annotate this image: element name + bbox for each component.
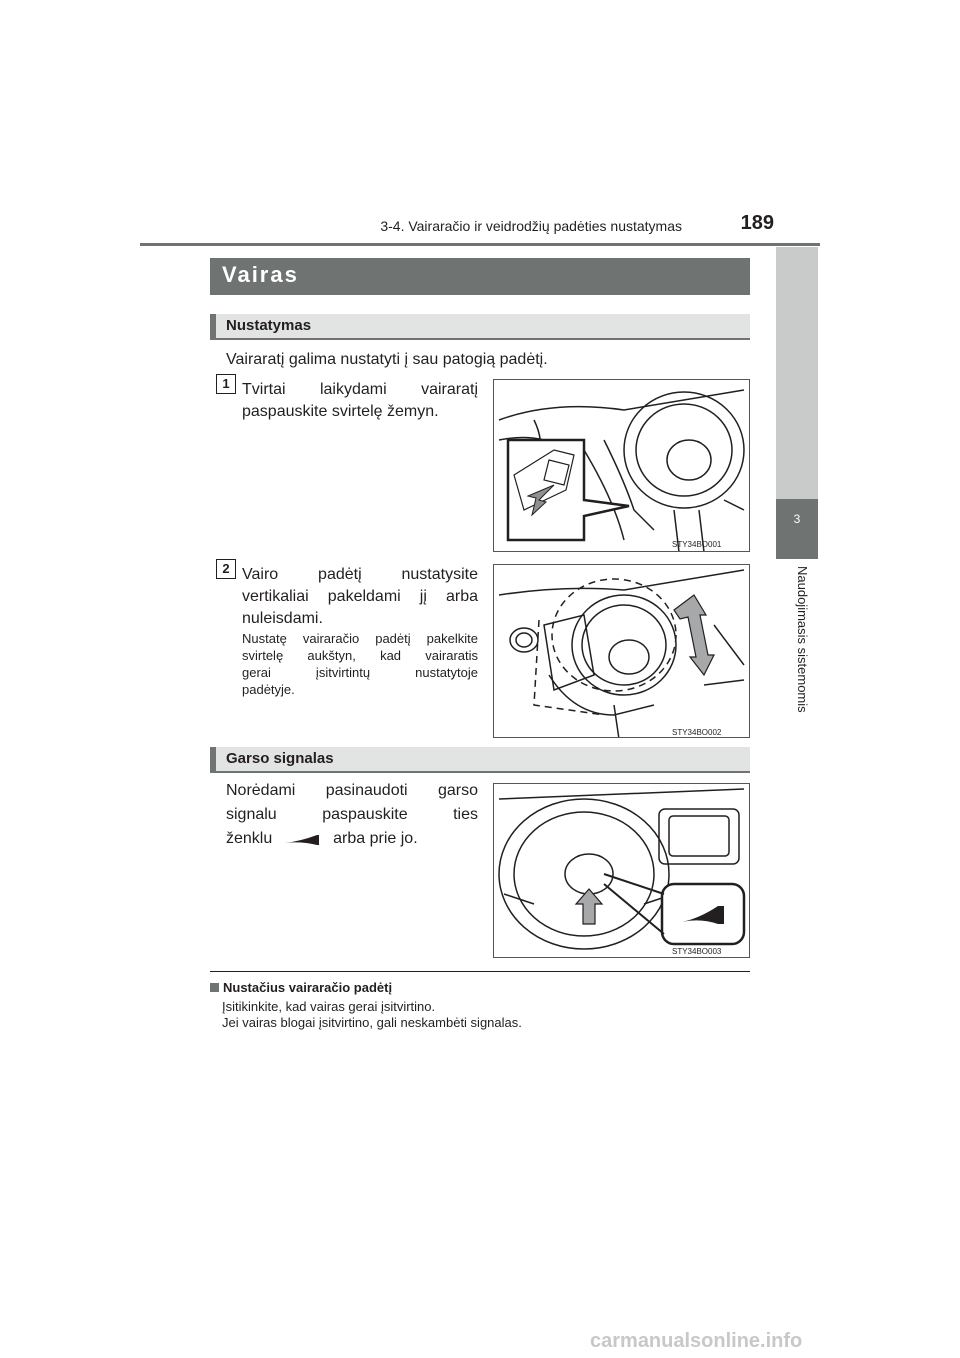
subheading-adjust bbox=[210, 314, 750, 340]
horn-line2: signalu paspauskite ties bbox=[226, 806, 478, 823]
intro-text: Vairaratį galima nustatyti į sau patogią padėtį. bbox=[226, 351, 548, 368]
side-tab-bar bbox=[776, 247, 818, 499]
side-tab-label: Naudojimasis sistemomis bbox=[795, 566, 810, 713]
horn-line1: Norėdami pasinaudoti garso bbox=[226, 782, 478, 799]
side-tab-number bbox=[776, 499, 818, 559]
step-1-number: 1 bbox=[216, 374, 236, 394]
step-2-line3: nuleisdami. bbox=[242, 610, 323, 627]
figure-steering-tilt bbox=[493, 564, 750, 738]
horn-line3-a: ženklu bbox=[226, 830, 273, 847]
horn-illustration bbox=[494, 784, 750, 958]
step-1-line1: Tvirtai laikydami vairaratį bbox=[242, 381, 478, 398]
footnote-line1: Įsitikinkite, kad vairas gerai įsitvirtino. bbox=[222, 999, 436, 1014]
subheading-horn-text: Garso signalas bbox=[226, 750, 334, 767]
figure-2-code: STY34BO002 bbox=[672, 728, 722, 737]
side-tab-number-text: 3 bbox=[793, 512, 801, 526]
step-2-note-line4: padėtyje. bbox=[242, 682, 295, 697]
step-2-number: 2 bbox=[216, 559, 236, 579]
figure-3-code: STY34BO003 bbox=[672, 947, 722, 956]
horn-icon bbox=[281, 831, 325, 847]
footnote-title-text: Nustačius vairaračio padėtį bbox=[223, 980, 393, 995]
step-1-line2: paspauskite svirtelę žemyn. bbox=[242, 403, 439, 420]
bullet-square-icon bbox=[210, 983, 219, 992]
page-number: 189 bbox=[740, 212, 774, 234]
step-2-line2: vertikaliai pakeldami jį arba bbox=[242, 588, 478, 605]
figure-horn bbox=[493, 783, 750, 958]
horn-line3 bbox=[226, 827, 418, 851]
figure-1-code: STY34BO001 bbox=[672, 540, 722, 549]
section-header: 3-4. Vairaračio ir veidrodžių padėties nustatymas bbox=[380, 218, 682, 234]
header-rule bbox=[140, 243, 820, 246]
steering-tilt-illustration bbox=[494, 565, 750, 738]
subheading-adjust-text: Nustatymas bbox=[226, 317, 312, 334]
horn-line3-b: arba prie jo. bbox=[333, 830, 418, 847]
footnote-line2: Jei vairas blogai įsitvirtino, gali neskambėti signalas. bbox=[222, 1015, 522, 1030]
footnote-title bbox=[210, 980, 392, 995]
watermark: carmanualsonline.info bbox=[590, 1330, 803, 1352]
subheading-horn bbox=[210, 747, 750, 773]
figure-steering-lever bbox=[493, 379, 750, 552]
footnote-rule bbox=[210, 971, 750, 972]
step-2-note-line2: svirtelę aukštyn, kad vairaratis bbox=[242, 648, 478, 663]
step-2-note-line3: gerai įsitvirtintų nustatytoje bbox=[242, 665, 478, 680]
page-title: Vairas bbox=[222, 262, 299, 287]
step-2-line1: Vairo padėtį nustatysite bbox=[242, 566, 478, 583]
steering-lever-illustration bbox=[494, 380, 750, 552]
step-2-note-line1: Nustatę vairaračio padėtį pakelkite bbox=[242, 631, 478, 646]
